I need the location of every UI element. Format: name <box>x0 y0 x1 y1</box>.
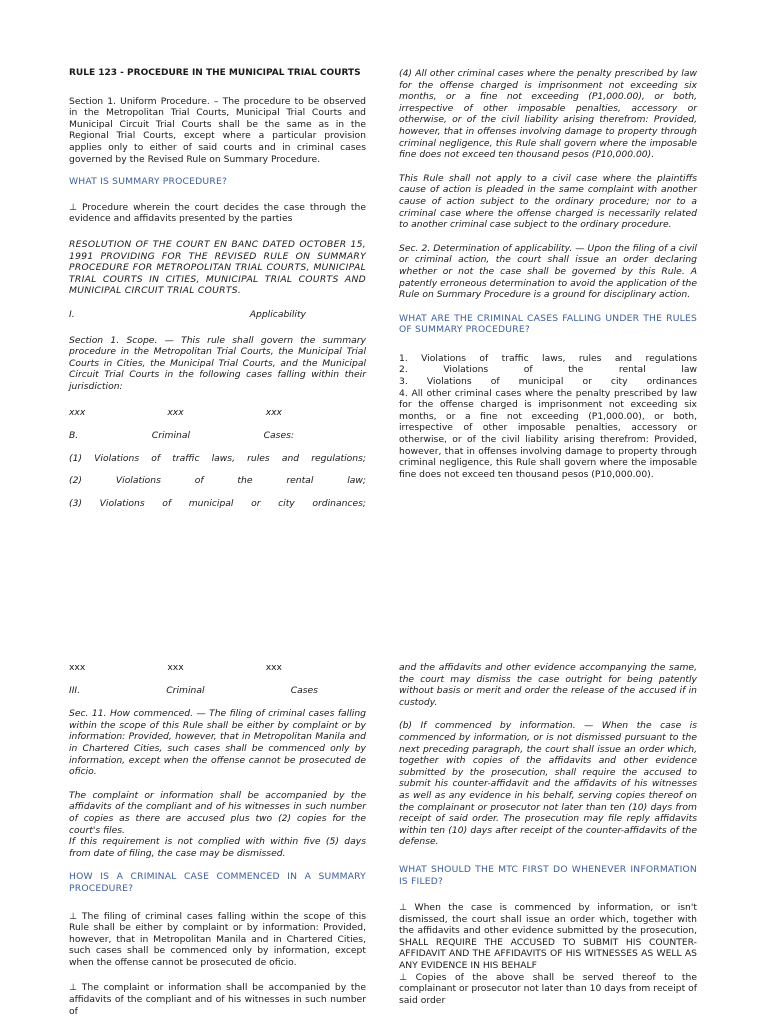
list-item: (3) Violations of municipal or city ordinances; <box>69 497 366 509</box>
section-1-uniform-procedure: Section 1. Uniform Procedure. – The procedure to be observed in the Metropolitan Trial Courts, Municipal Trial Courts and Municipal Circuit Trial Courts shall be the same as in the Regional Trial Courts, except where a particular provision applies only to either of said courts and in criminal cases governed by the Revised Rule on Summary Procedure. <box>69 95 366 165</box>
ellipsis: xxx <box>69 407 86 419</box>
rule-title: RULE 123 - PROCEDURE IN THE MUNICIPAL TRIAL COURTS <box>69 68 361 78</box>
list-item: (1) Violations of traffic laws, rules and regulations; <box>69 452 366 464</box>
answer-summary-procedure: ⊥ Procedure wherein the court decides the case through the evidence and affidavits presented by the parties <box>69 201 366 225</box>
list-item: 1. Violations of traffic laws, rules and regulations <box>399 352 697 364</box>
heading-criminal-cases <box>69 685 366 697</box>
list-item: (2) Violations of the rental law; <box>69 475 366 487</box>
rule-not-apply: This Rule shall not apply to a civil case where the plaintiffs cause of action is pleaded in the same complaint with another cause of action subject to the ordinary procedure; nor to a criminal case where the offense charged is necessarily related to another criminal case subject to the ordinary procedure. <box>399 172 697 231</box>
right-top-column <box>399 68 697 480</box>
heading-word: Cases: <box>263 430 294 442</box>
section-1-scope: Section 1. Scope. — This rule shall govern the summary procedure in the Metropolitan Trial Courts, the Municipal Trial Courts in Cities, the Municipal Trial Courts, and the Municipal Circuit Trial Courts in the following cases falling within their jurisdiction: <box>69 334 366 392</box>
item-4-other-criminal-cases: (4) All other criminal cases where the penalty prescribed by law for the offense charged is imprisonment not exceeding six months, or a fine not exceeding (P1,000.00), or both, irrespective of other imposable penalties, accessory or otherwise, or of the civil liability arising therefrom: Provided, however, that in offenses involving damage to property through criminal negligence, this Rule shall govern where the imposable fine does not exceed ten thousand pesos (P10,000.00). <box>399 68 697 161</box>
list-item-4: 4. All other criminal cases where the penalty prescribed by law for the offense charged is imprisonment not exceeding six months, or a fine not exceeding (P1,000.00), or both, irrespective of other imposable penalties, accessory or otherwise, or of the civil liability arising therefrom: Provided, however, that in offenses involving damage to property through criminal negligence, this Rule shall govern where the imposable fine does not exceed ten thousand pesos (P10,000.00). <box>399 387 697 480</box>
continuation-paragraph: and the affidavits and other evidence accompanying the same, the court may dismiss the case outright for being patently without basis or merit and order the release of the accused if in custody. <box>399 662 697 708</box>
heading-text: Applicability <box>249 308 306 320</box>
heading-applicability <box>69 309 366 321</box>
answer-copies-served: ⊥ Copies of the above shall be served thereof to the complainant or prosecutor not later than 10 days from receipt of said order <box>399 971 697 1006</box>
heading-word: Criminal <box>166 684 205 696</box>
complaint-paragraph: The complaint or information shall be accompanied by the affidavits of the compliant and of his witnesses in such number of copies as there are accused plus two (2) copies for the court's files. <box>69 789 366 836</box>
answer-mtc-first-do: ⊥ When the case is commenced by information, or isn't dismissed, the court shall issue an order which, together with the affidavits and other evidence submitted by the prosecution, SHALL REQUIRE THE ACCUSED TO SUBMIT HIS COUNTER-AFFIDAVIT AND THE AFFIDAVITS OF HIS WITNESSES AS WELL AS ANY EVIDENCE IN HIS BEHALF <box>399 902 697 972</box>
section-11-how-commenced: Sec. 11. How commenced. — The filing of criminal cases falling within the scope of this Rule shall be either by complaint or by information: Provided, however, that in Metropolitan Manila and in Chartered Cities, such cases shall be commenced only by information, except when the offense cannot be prosecuted de oficio. <box>69 708 366 778</box>
ellipsis: xxx <box>167 662 184 673</box>
section-2-applicability: Sec. 2. Determination of applicability. — Upon the filing of a civil or criminal action, the court shall issue an order declaring whether or not the case shall be governed by this Rule. A patently erroneous determination to avoid the application of the Rule on Summary Procedure is a ground for disciplinary action. <box>399 242 697 301</box>
dismissal-paragraph: If this requirement is not complied with within five (5) days from date of filing, the case may be dismissed. <box>69 836 366 859</box>
question-how-commenced: HOW IS A CRIMINAL CASE COMMENCED IN A SUMMARY PROCEDURE? <box>69 871 366 894</box>
resolution-heading: RESOLUTION OF THE COURT EN BANC DATED OCTOBER 15, 1991 PROVIDING FOR THE REVISED RULE ON SUMMARY PROCEDURE FOR METROPOLITAN TRIAL COURTS, MUNICIPAL TRIAL COURTS IN CITIES, MUNICIPAL TRIAL COURTS AND MUNICIPAL CIRCUIT TRIAL COURTS. <box>69 238 366 297</box>
ellipsis-row <box>69 407 366 419</box>
heading-numeral: I. <box>69 308 75 320</box>
ellipsis: xxx <box>69 662 86 673</box>
heading-letter: B. <box>69 430 79 442</box>
ellipsis: xxx <box>265 407 282 419</box>
question-criminal-cases: WHAT ARE THE CRIMINAL CASES FALLING UNDER THE RULES OF SUMMARY PROCEDURE? <box>399 312 697 336</box>
question-mtc-first-do: WHAT SHOULD THE MTC FIRST DO WHENEVER INFORMATION IS FILED? <box>399 863 697 887</box>
answer-complaint-accompanied: ⊥ The complaint or information shall be accompanied by the affidavits of the compliant and of his witnesses in such number of <box>69 982 366 1017</box>
right-bottom-column <box>399 662 697 1006</box>
paragraph-b-information: (b) If commenced by information. — When the case is commenced by information, or is not dismissed pursuant to the next preceding paragraph, the court shall issue an order which, together with copies of the affidavits and other evidence submitted by the prosecution, shall require the accused to submit his counter-affidavit and the affidavits of his witnesses as well as any evidence in his behalf, serving copies thereof on the complainant or prosecutor not later than ten (10) days from receipt of said order. The prosecution may file reply affidavits within ten (10) days after receipt of the counter-affidavits of the defense. <box>399 720 697 848</box>
heading-word: Cases <box>290 684 318 696</box>
heading-criminal-cases <box>69 430 366 442</box>
left-bottom-column <box>69 662 366 1017</box>
question-summary-procedure: WHAT IS SUMMARY PROCEDURE? <box>69 176 228 188</box>
ellipsis-row <box>69 662 366 674</box>
ellipsis: xxx <box>167 407 184 419</box>
heading-numeral: III. <box>69 684 81 696</box>
answer-how-commenced: ⊥ The filing of criminal cases falling within the scope of this Rule shall be either by complaint or by information: Provided, however, that in Metropolitan Manila and in Chartered Cities, such cases shall be commenced only by information, except when the offense cannot be prosecuted de oficio. <box>69 910 366 968</box>
list-item: 2. Violations of the rental law <box>399 364 697 376</box>
list-item: 3. Violations of municipal or city ordinances <box>399 376 697 388</box>
left-top-column <box>69 68 366 509</box>
heading-word: Criminal <box>151 430 191 442</box>
ellipsis: xxx <box>265 662 282 673</box>
